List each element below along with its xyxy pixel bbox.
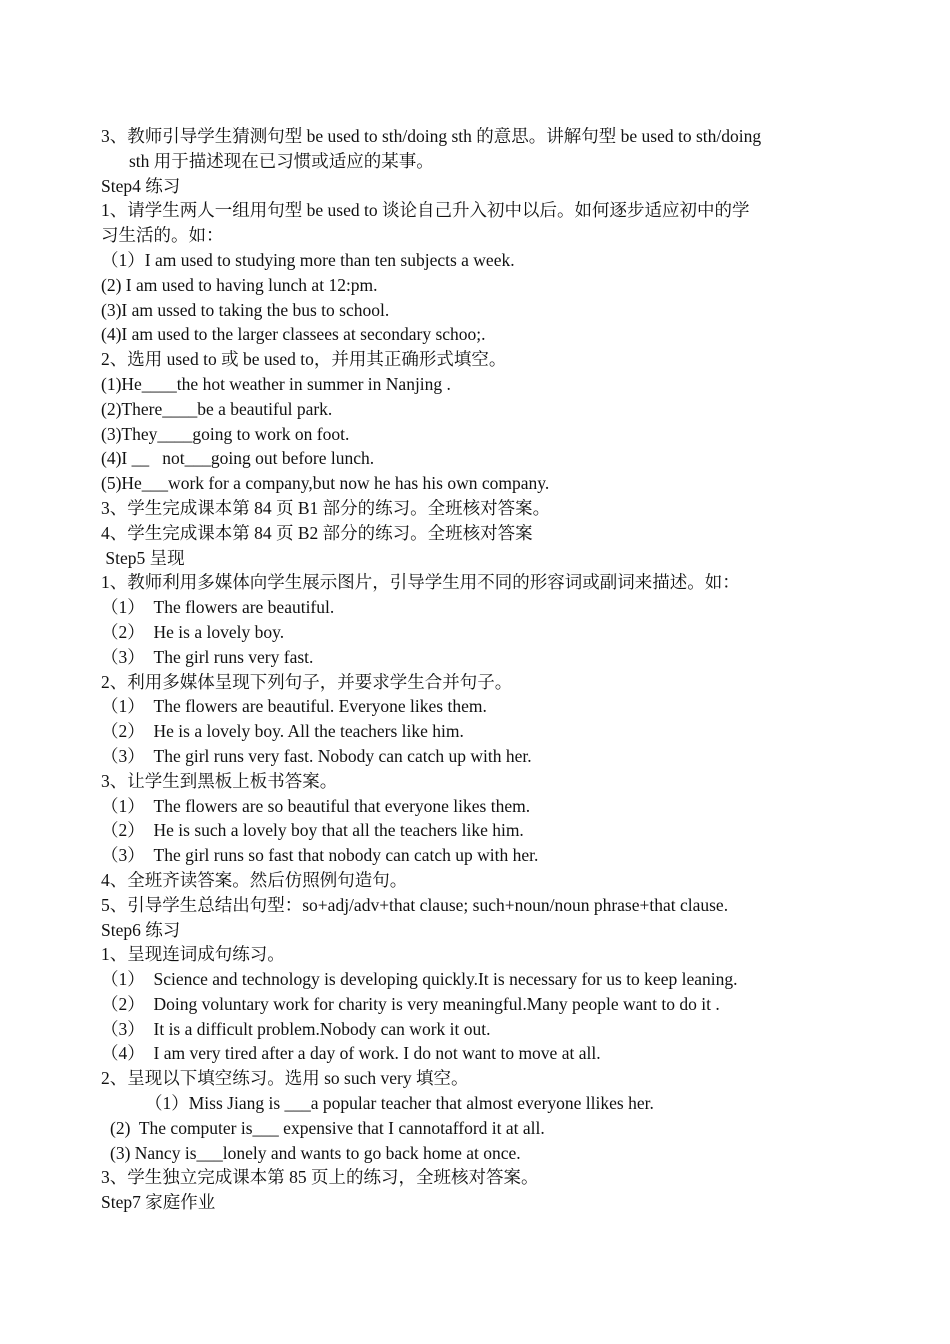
example-line: （1） Science and technology is developing quickly.It is necessary for us to keep leaning.	[101, 969, 738, 990]
example-line: （2） He is such a lovely boy that all the teachers like him.	[101, 820, 524, 841]
text-line: 4、全班齐读答案。然后仿照例句造句。	[101, 869, 408, 890]
exercise-line: (3)They____going to work on foot.	[101, 423, 350, 444]
exercise-line: (2) The computer is___ expensive that I cannotafford it at all.	[110, 1117, 545, 1138]
text-line: 3、教师引导学生猜测句型 be used to sth/doing sth 的意思。讲解句型 be used to sth/doing	[101, 126, 762, 146]
example-line: （4） I am very tired after a day of work. I do not want to move at all.	[101, 1043, 601, 1064]
step-heading: Step5 呈现	[101, 547, 185, 568]
step-heading: Step4 练习	[101, 175, 181, 196]
example-line: （2） Doing voluntary work for charity is very meaningful.Many people want to do it .	[101, 993, 720, 1014]
step-heading: Step6 练习	[101, 919, 181, 940]
text-line: 2、呈现以下填空练习。选用 so such very 填空。	[101, 1068, 469, 1089]
text-line: sth 用于描述现在已习惯或适应的某事。	[129, 150, 434, 171]
text-line: 4、学生完成课本第 84 页 B2 部分的练习。全班核对答案	[101, 522, 533, 543]
example-line: (4)I am used to the larger classees at secondary schoo;.	[101, 324, 486, 345]
exercise-line: (4)I __ not___going out before lunch.	[101, 448, 375, 469]
example-line: （1） The flowers are beautiful.	[101, 597, 335, 618]
example-line: （1） The flowers are so beautiful that everyone likes them.	[101, 795, 531, 816]
example-line: （3） It is a difficult problem.Nobody can work it out.	[101, 1018, 491, 1039]
text-line: 习生活的。如：	[101, 225, 224, 246]
example-line: （2） He is a lovely boy.	[101, 621, 285, 642]
text-line: 1、教师利用多媒体向学生展示图片，引导学生用不同的形容词或副词来描述。如：	[101, 572, 740, 593]
example-line: （1）I am used to studying more than ten subjects a week.	[101, 249, 515, 270]
exercise-line: (3) Nancy is___lonely and wants to go back home at once.	[110, 1142, 521, 1163]
example-line: （3） The girl runs so fast that nobody can catch up with her.	[101, 845, 539, 866]
text-line: 5、引导学生总结出句型：so+adj/adv+that clause; such+noun/noun phrase+that clause.	[101, 894, 729, 915]
example-line: （3） The girl runs very fast.	[101, 646, 314, 667]
example-line: (2) I am used to having lunch at 12:pm.	[101, 274, 378, 295]
text-line: 2、利用多媒体呈现下列句子，并要求学生合并句子。	[101, 671, 513, 692]
text-line: 3、学生独立完成课本第 85 页上的练习，全班核对答案。	[101, 1167, 539, 1188]
exercise-line: (1)He____the hot weather in summer in Nanjing .	[101, 373, 451, 394]
text-line: 3、让学生到黑板上板书答案。	[101, 770, 338, 791]
text-line: 1、请学生两人一组用句型 be used to 谈论自己升入初中以后。如何逐步适应初中的学	[101, 200, 750, 221]
example-line: （1） The flowers are beautiful. Everyone likes them.	[101, 696, 487, 717]
text-line: 2、选用 used to 或 be used to，并用其正确形式填空。	[101, 349, 507, 370]
example-line: （3） The girl runs very fast. Nobody can catch up with her.	[101, 745, 532, 766]
example-line: (3)I am ussed to taking the bus to school.	[101, 299, 390, 320]
exercise-line: (5)He___work for a company,but now he has his own company.	[101, 473, 550, 494]
exercise-line: (2)There____be a beautiful park.	[101, 398, 333, 419]
document-body	[101, 124, 821, 1215]
text-line: 1、呈现连词成句练习。	[101, 944, 285, 965]
text-line: 3、学生完成课本第 84 页 B1 部分的练习。全班核对答案。	[101, 497, 551, 518]
example-line: （2） He is a lovely boy. All the teachers like him.	[101, 721, 464, 742]
step-heading: Step7 家庭作业	[101, 1192, 216, 1213]
exercise-line: （1）Miss Jiang is ___a popular teacher that almost everyone llikes her.	[145, 1093, 654, 1114]
